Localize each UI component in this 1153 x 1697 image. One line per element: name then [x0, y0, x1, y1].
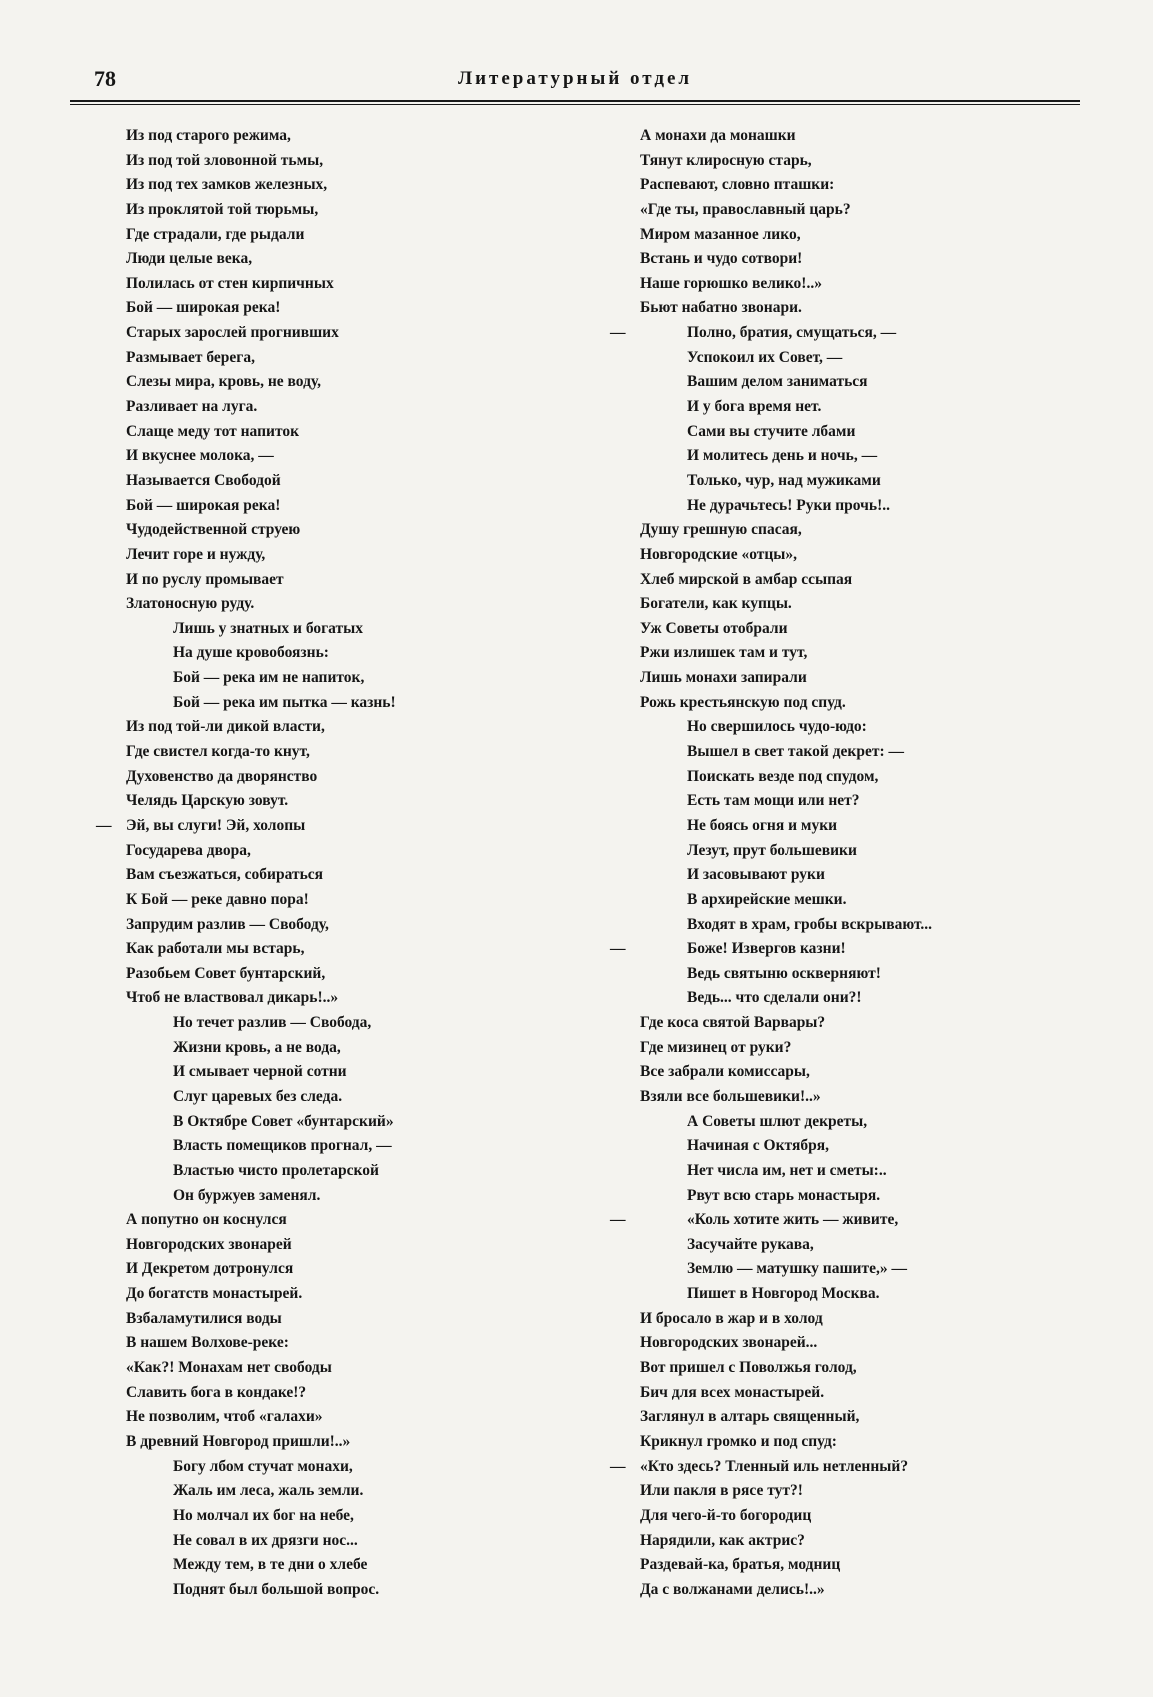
- poem-line-text: И смывает черной сотни: [173, 1063, 347, 1081]
- line-dash: —: [610, 940, 626, 958]
- poem-line: [640, 592, 1060, 617]
- poem-line: [126, 1430, 526, 1455]
- poem-line: [126, 1282, 526, 1307]
- poem-line: [640, 1257, 1060, 1282]
- poem-line-text: Все забрали комиссары,: [640, 1063, 810, 1081]
- poem-line: [640, 1430, 1060, 1455]
- poem-line-text: Он буржуев заменял.: [173, 1186, 321, 1204]
- poem-line-text: К Бой — реке давно пора!: [126, 890, 309, 908]
- poem-line-text: Называется Свободой: [126, 471, 281, 489]
- poem-line-text: Взяли все большевики!..»: [640, 1087, 821, 1105]
- poem-line: [126, 149, 526, 174]
- poem-line-text: До богатств монастырей.: [126, 1285, 303, 1303]
- poem-line-text: Славить бога в кондаке!?: [126, 1383, 307, 1401]
- poem-line-text: Из под старого режима,: [126, 127, 291, 144]
- poem-line: [640, 1159, 1060, 1184]
- poem-line-text: Чудодейственной струею: [126, 521, 301, 539]
- poem-line-text: Взбаламутилися воды: [126, 1309, 282, 1327]
- poem-line: [640, 1282, 1060, 1307]
- poem-line-text: «Коль хотите жить — живите,: [687, 1211, 899, 1229]
- poem-line: [126, 1011, 526, 1036]
- poem-line: [640, 789, 1060, 814]
- poem-line: [640, 1134, 1060, 1159]
- poem-line-text: Заглянул в алтарь священный,: [640, 1408, 860, 1426]
- poem-line-text: Бич для всех монастырей.: [640, 1383, 825, 1401]
- poem-line: [610, 321, 1060, 346]
- poem-line: [126, 986, 526, 1011]
- poem-line: [126, 444, 526, 469]
- poem-line: [126, 962, 526, 987]
- poem-line: [640, 149, 1060, 174]
- poem-line: [126, 1060, 526, 1085]
- line-dash: —: [610, 324, 626, 342]
- poem-line-text: Государева двора,: [126, 841, 251, 859]
- poem-line-text: Духовенство да дворянство: [126, 767, 318, 785]
- poem-line: [126, 395, 526, 420]
- poem-line-text: Между тем, в те дни о хлебе: [173, 1556, 368, 1574]
- poem-line: [126, 888, 526, 913]
- poem-line-text: Из проклятой той тюрьмы,: [126, 200, 319, 218]
- poem-line-text: Вот пришел с Поволжья голод,: [640, 1359, 857, 1377]
- poem-line-text: Не позволим, чтоб «галахи»: [126, 1408, 323, 1426]
- poem-line-text: Не совал в их дрязги нос...: [173, 1531, 358, 1549]
- poem-line-text: Чтоб не властвовал дикарь!..»: [126, 989, 339, 1007]
- poem-line: [640, 1504, 1060, 1529]
- poem-line: [126, 247, 526, 272]
- poem-line: [126, 641, 526, 666]
- poem-line-text: Боже! Извергов казни!: [687, 940, 846, 958]
- poem-line-text: А попутно он коснулся: [126, 1211, 287, 1229]
- poem-line-text: Ведь... что сделали они?!: [687, 989, 862, 1007]
- poem-line: [640, 1184, 1060, 1209]
- poem-line: [640, 173, 1060, 198]
- poem-line: [126, 296, 526, 321]
- poem-line: [126, 124, 526, 149]
- poem-line-text: Поднят был большой вопрос.: [173, 1580, 380, 1598]
- poem-line: [610, 1208, 1060, 1233]
- poem-line: [126, 173, 526, 198]
- poem-line-text: Новгородских звонарей: [126, 1235, 292, 1253]
- poem-line: [640, 1060, 1060, 1085]
- poem-line: [640, 814, 1060, 839]
- poem-line-text: Есть там мощи или нет?: [687, 792, 860, 810]
- poem-line-text: Полно, братия, смущаться, —: [687, 324, 897, 342]
- poem-line: [126, 937, 526, 962]
- poem-line-text: Рожь крестьянскую под спуд.: [640, 693, 846, 711]
- poem-line: [126, 1036, 526, 1061]
- poem-line-text: Крикнул громко и под спуд:: [640, 1432, 837, 1450]
- poem-line-text: На душе кровобоязнь:: [173, 644, 329, 662]
- poem-line: [126, 740, 526, 765]
- poem-line: [126, 518, 526, 543]
- poem-line-text: «Кто здесь? Тленный иль нетленный?: [640, 1457, 909, 1475]
- poem-line-text: «Где ты, православный царь?: [640, 200, 851, 218]
- poem-line: [126, 469, 526, 494]
- poem-line: [640, 296, 1060, 321]
- poem-line: [126, 715, 526, 740]
- poem-line: [640, 1529, 1060, 1554]
- poem-line-text: И бросало в жар и в холод: [640, 1309, 823, 1327]
- poem-line: [126, 666, 526, 691]
- poem-line: [640, 888, 1060, 913]
- poem-line: [126, 1479, 526, 1504]
- poem-line-text: Вам съезжаться, собираться: [126, 866, 324, 884]
- poem-line-text: Но свершилось чудо-юдо:: [687, 718, 867, 736]
- header-rule: [70, 100, 1080, 105]
- poem-line: [126, 1331, 526, 1356]
- poem-line: [640, 691, 1060, 716]
- poem-line: [126, 1134, 526, 1159]
- left-column: [96, 124, 526, 1602]
- poem-line-text: Как работали мы встарь,: [126, 940, 305, 958]
- poem-line-text: Богу лбом стучат монахи,: [173, 1457, 353, 1475]
- page-header: [70, 66, 1080, 96]
- poem-line: [640, 1085, 1060, 1110]
- poem-line-text: Слаще меду тот напиток: [126, 422, 300, 440]
- poem-line-text: Жизни кровь, а не вода,: [173, 1038, 341, 1056]
- poem-line-text: В древний Новгород пришли!..»: [126, 1432, 351, 1450]
- poem-line: [126, 1257, 526, 1282]
- poem-line: [126, 839, 526, 864]
- poem-line-text: Наше горюшко велико!..»: [640, 274, 822, 292]
- poem-line: [640, 1479, 1060, 1504]
- poem-line: [126, 494, 526, 519]
- poem-line: [126, 617, 526, 642]
- poem-line-text: Новгородские «отцы»,: [640, 545, 798, 563]
- poem-line-text: Люди целые века,: [126, 250, 253, 268]
- poem-line-text: Златоносную руду.: [126, 595, 255, 613]
- poem-line-text: А Советы шлют декреты,: [687, 1112, 868, 1130]
- poem-line-text: Запрудим разлив — Свободу,: [126, 915, 329, 933]
- right-column: [610, 124, 1060, 1602]
- poem-line: [640, 913, 1060, 938]
- poem-line-text: Лечит горе и нужду,: [126, 545, 266, 563]
- poem-line: [640, 346, 1060, 371]
- poem-line-text: И молитесь день и ночь, —: [687, 447, 878, 465]
- poem-line: [640, 839, 1060, 864]
- poem-line: [640, 962, 1060, 987]
- poem-line: [640, 1011, 1060, 1036]
- poem-line-text: Где мизинец от руки?: [640, 1038, 792, 1056]
- poem-line-text: Встань и чудо сотвори!: [640, 250, 803, 268]
- poem-line: [640, 420, 1060, 445]
- poem-line-text: Но молчал их бог на небе,: [173, 1506, 354, 1524]
- poem-line: [126, 1233, 526, 1258]
- poem-line: [126, 420, 526, 445]
- poem-line-text: Размывает берега,: [126, 348, 255, 366]
- poem-line-text: Успокоил их Совет, —: [687, 348, 843, 366]
- poem-line: [126, 691, 526, 716]
- poem-line: [640, 1036, 1060, 1061]
- poem-line: [126, 1553, 526, 1578]
- poem-line-text: Засучайте рукава,: [687, 1235, 814, 1253]
- page-number: 78: [94, 66, 116, 91]
- poem-line: [640, 124, 1060, 149]
- poem-line: [96, 814, 526, 839]
- poem-line-text: Но течет разлив — Свобода,: [173, 1014, 372, 1032]
- poem-line-text: Ржи излишек там и тут,: [640, 644, 808, 662]
- poem-line: [126, 1529, 526, 1554]
- poem-line: [126, 1307, 526, 1332]
- poem-line-text: И вкуснее молока, —: [126, 447, 274, 465]
- line-dash: —: [96, 816, 112, 834]
- poem-line: [126, 1578, 526, 1603]
- poem-line-text: Богатели, как купцы.: [640, 595, 792, 613]
- poem-line-text: Не дурачьтесь! Руки прочь!..: [687, 496, 890, 514]
- poem-line-text: Властью чисто пролетарской: [173, 1161, 379, 1179]
- poem-line: [126, 346, 526, 371]
- poem-line-text: Распевают, словно пташки:: [640, 176, 835, 194]
- poem-line: [126, 370, 526, 395]
- poem-line-text: Или пакля в рясе тут?!: [640, 1482, 803, 1500]
- poem-line-text: Слуг царевых без следа.: [173, 1087, 343, 1105]
- poem-line: [640, 641, 1060, 666]
- poem-line-text: Раздевай-ка, братья, модниц: [640, 1556, 841, 1574]
- poem-line: [126, 1110, 526, 1135]
- poem-line: [640, 617, 1060, 642]
- poem-line: [126, 913, 526, 938]
- poem-line: [126, 789, 526, 814]
- poem-line-text: Вашим делом заниматься: [687, 373, 868, 391]
- poem-line: [640, 1233, 1060, 1258]
- poem-line: [126, 1455, 526, 1480]
- poem-line: [640, 1381, 1060, 1406]
- poem-line-text: Бой — широкая река!: [126, 496, 281, 514]
- poem-line: [640, 666, 1060, 691]
- poem-line-text: Бой — река им пытка — казнь!: [173, 693, 396, 711]
- poem-line: [640, 395, 1060, 420]
- running-title: Литературный отдел: [457, 68, 693, 89]
- poem-line-text: Бьют набатно звонари.: [640, 299, 802, 317]
- poem-line-text: И по руслу промывает: [126, 570, 284, 588]
- poem-line-text: Поискать везде под спудом,: [687, 767, 879, 785]
- poem-line-text: Где коса святой Варвары?: [640, 1014, 826, 1032]
- poem-line: [126, 223, 526, 248]
- poem-line-text: Для чего-й-то богородиц: [640, 1506, 812, 1524]
- poem-line-text: И у бога время нет.: [687, 398, 822, 416]
- poem-line: [640, 198, 1060, 223]
- poem-line-text: Власть помещиков прогнал, —: [173, 1137, 392, 1155]
- poem-line-text: «Как?! Монахам нет свободы: [126, 1359, 332, 1377]
- poem-line: [126, 863, 526, 888]
- poem-line-text: Челядь Царскую зовут.: [126, 792, 289, 810]
- poem-line-text: Пишет в Новгород Москва.: [687, 1285, 880, 1303]
- poem-line: [126, 1159, 526, 1184]
- line-dash: —: [610, 1457, 626, 1475]
- poem-line-text: В архирейские мешки.: [687, 890, 847, 908]
- poem-line-text: Лишь у знатных и богатых: [173, 619, 363, 637]
- poem-line-text: Сами вы стучите лбами: [687, 422, 856, 440]
- poem-line-text: Нет числа им, нет и сметы:..: [687, 1161, 887, 1179]
- poem-line: [640, 1331, 1060, 1356]
- poem-line-text: Не боясь огня и муки: [687, 816, 838, 834]
- poem-line-text: Бой — река им не напиток,: [173, 669, 365, 687]
- poem-line: [640, 272, 1060, 297]
- poem-line: [610, 1455, 1060, 1480]
- poem-line-text: Из под той зловонной тьмы,: [126, 151, 324, 169]
- poem-line-text: Миром мазанное лико,: [640, 225, 801, 243]
- poem-line: [640, 1405, 1060, 1430]
- poem-line: [640, 863, 1060, 888]
- poem-line: [640, 469, 1060, 494]
- poem-line-text: Из под тех замков железных,: [126, 176, 328, 194]
- poem-line: [640, 740, 1060, 765]
- poem-line: [640, 247, 1060, 272]
- poem-line-text: Жаль им леса, жаль земли.: [173, 1482, 364, 1500]
- poem-line-text: Землю — матушку пашите,» —: [687, 1260, 907, 1278]
- poem-line: [640, 1307, 1060, 1332]
- poem-line: [610, 937, 1060, 962]
- poem-line: [640, 986, 1060, 1011]
- poem-line: [640, 223, 1060, 248]
- poem-line-text: Уж Советы отобрали: [640, 619, 788, 637]
- poem-line-text: И Декретом дотронулся: [126, 1260, 294, 1278]
- poem-line-text: Полилась от стен кирпичных: [126, 274, 334, 292]
- poem-line-text: Начиная с Октября,: [687, 1137, 829, 1155]
- poem-line: [640, 765, 1060, 790]
- poem-line: [640, 518, 1060, 543]
- poem-line-text: Разливает на луга.: [126, 398, 258, 416]
- poem-line-text: Ведь святыню оскверняют!: [687, 964, 881, 982]
- poem-line: [126, 543, 526, 568]
- poem-line-text: Хлеб мирской в амбар ссыпая: [640, 570, 853, 588]
- poem-line-text: Входят в храм, гробы вскрывают...: [687, 915, 933, 933]
- poem-line: [640, 568, 1060, 593]
- poem-line-text: Тянут клиросную старь,: [640, 151, 812, 169]
- poem-line: [640, 1356, 1060, 1381]
- poem-line-text: Лишь монахи запирали: [640, 669, 807, 687]
- poem-line: [640, 494, 1060, 519]
- poem-line-text: Разобьем Совет бунтарский,: [126, 964, 326, 982]
- poem-line: [126, 1405, 526, 1430]
- poem-line-text: Где свистел когда-то кнут,: [126, 743, 310, 761]
- poem-line: [126, 1504, 526, 1529]
- poem-line: [126, 1356, 526, 1381]
- poem-line: [126, 198, 526, 223]
- poem-line: [640, 715, 1060, 740]
- poem-line-text: В Октябре Совет «бунтарский»: [173, 1112, 394, 1130]
- poem-line-text: А монахи да монашки: [640, 127, 796, 144]
- line-dash: —: [610, 1211, 626, 1229]
- poem-line: [126, 568, 526, 593]
- poem-line-text: Эй, вы слуги! Эй, холопы: [126, 816, 306, 834]
- poem-line: [126, 321, 526, 346]
- poem-line-text: Нарядили, как актрис?: [640, 1531, 805, 1549]
- poem-line-text: Слезы мира, кровь, не воду,: [126, 373, 321, 391]
- poem-line-text: Бой — широкая река!: [126, 299, 281, 317]
- poem-line: [640, 1110, 1060, 1135]
- poem-line-text: Новгородских звонарей...: [640, 1334, 818, 1352]
- poem-line: [640, 1553, 1060, 1578]
- poem-line-text: Душу грешную спасая,: [640, 521, 802, 539]
- poem-line-text: В нашем Волхове-реке:: [126, 1334, 289, 1352]
- poem-line-text: Из под той-ли дикой власти,: [126, 718, 325, 736]
- poem-line-text: Где страдали, где рыдали: [126, 225, 305, 243]
- poem-line: [126, 1208, 526, 1233]
- poem-line: [640, 370, 1060, 395]
- poem-line-text: Да с волжанами делись!..»: [640, 1580, 825, 1598]
- poem-line-text: Старых зарослей прогнивших: [126, 324, 339, 342]
- poem-line: [126, 592, 526, 617]
- poem-line-text: И засовывают руки: [687, 866, 825, 884]
- poem-line-text: Рвут всю старь монастыря.: [687, 1186, 881, 1204]
- poem-line: [640, 444, 1060, 469]
- poem-line-text: Лезут, прут большевики: [687, 841, 857, 859]
- poem-line-text: Вышел в свет такой декрет: —: [687, 743, 904, 761]
- poem-line: [640, 1578, 1060, 1603]
- poem-line: [126, 765, 526, 790]
- poem-line: [126, 272, 526, 297]
- poem-line: [126, 1381, 526, 1406]
- poem-line: [126, 1184, 526, 1209]
- poem-line: [126, 1085, 526, 1110]
- poem-line: [640, 543, 1060, 568]
- poem-line-text: Только, чур, над мужиками: [687, 471, 881, 489]
